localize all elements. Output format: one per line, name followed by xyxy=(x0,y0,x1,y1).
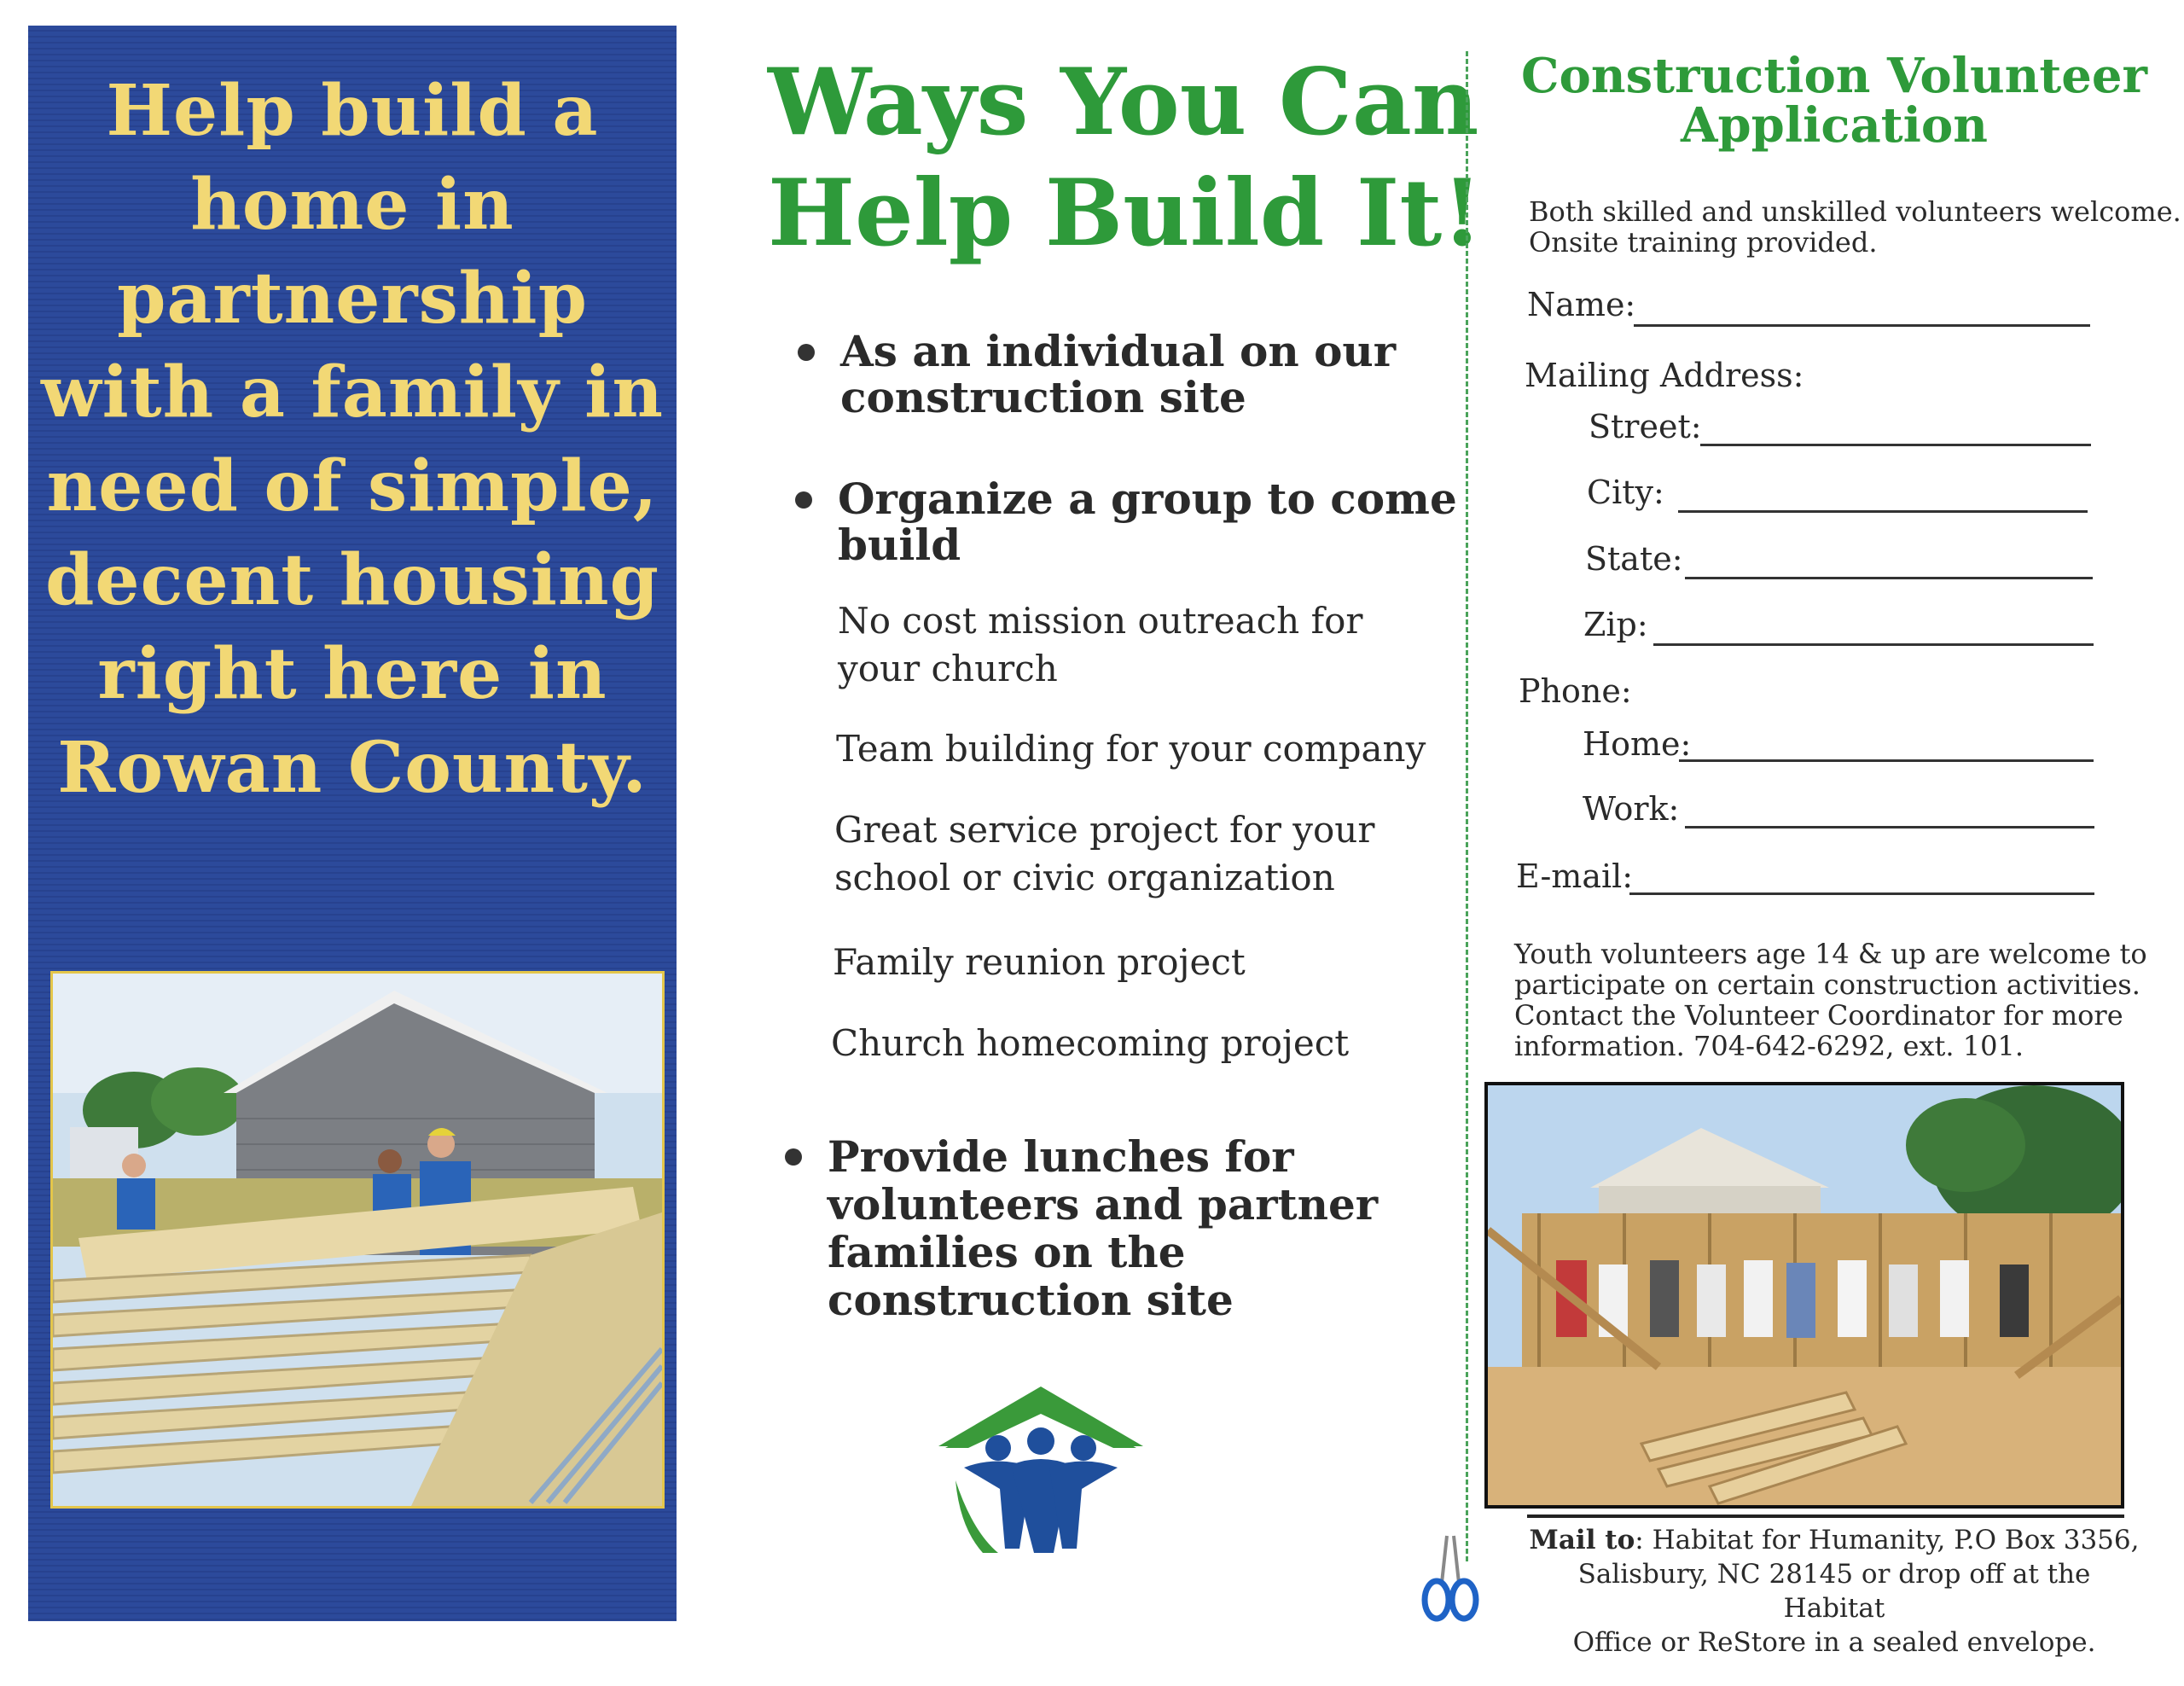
name-label: Name: xyxy=(1527,286,1636,323)
bullet-dot xyxy=(795,491,812,509)
bullet-line: families on the xyxy=(828,1227,1186,1277)
option-line: Great service project for your xyxy=(834,809,1375,851)
state-field[interactable] xyxy=(1685,577,2093,579)
mail-address: : Habitat for Humanity, P.O Box 3356, xyxy=(1635,1525,2140,1555)
mail-label: Mail to xyxy=(1529,1525,1635,1555)
cut-line-divider xyxy=(1466,51,1468,1561)
option-line: Team building for your company xyxy=(836,728,1426,770)
note-line: information. 704-642-6292, ext. 101. xyxy=(1514,1030,2024,1062)
title-line: Help Build It! xyxy=(768,160,1483,267)
habitat-logo-icon xyxy=(938,1387,1143,1557)
bullet-line: construction site xyxy=(840,372,1246,422)
group-option-homecoming xyxy=(831,1020,1349,1067)
work-phone-label: Work: xyxy=(1583,790,1680,828)
intro-note xyxy=(1529,196,2181,258)
bullet-group xyxy=(838,476,1457,568)
group-option-family-reunion xyxy=(833,939,1246,986)
mail-line: Office or ReStore in a sealed envelope. xyxy=(1572,1627,2096,1658)
bullet-dot xyxy=(798,344,815,361)
bullet-lunches xyxy=(828,1133,1378,1324)
group-option-church xyxy=(838,597,1362,693)
title-line: Construction Volunteer xyxy=(1520,48,2148,104)
left-headline xyxy=(28,64,677,815)
email-label: E-mail: xyxy=(1516,858,1634,895)
construction-photo-framing xyxy=(50,971,665,1509)
construction-photo-wall-raising xyxy=(1484,1082,2124,1509)
group-option-school xyxy=(834,806,1374,902)
bullet-line: build xyxy=(838,520,961,570)
title-line: Ways You Can xyxy=(768,49,1479,156)
title-line: Application xyxy=(1681,97,1988,154)
headline-line: Rowan County. xyxy=(57,727,648,809)
state-label: State: xyxy=(1585,540,1683,578)
mail-divider xyxy=(1527,1514,2124,1518)
bullet-dot xyxy=(785,1148,802,1166)
option-line: school or civic organization xyxy=(834,857,1335,898)
mailing-address-label: Mailing Address: xyxy=(1525,357,1804,394)
ways-to-help-title xyxy=(768,47,1483,269)
option-line: your church xyxy=(838,648,1058,689)
left-panel xyxy=(28,26,677,1621)
option-line: No cost mission outreach for xyxy=(838,600,1363,642)
wall-raising-photo-illustration xyxy=(1488,1085,2121,1505)
youth-volunteers-note xyxy=(1514,939,2147,1061)
note-line: participate on certain construction activities. xyxy=(1514,968,2140,1001)
framing-photo-illustration xyxy=(53,974,662,1506)
note-line: Youth volunteers age 14 & up are welcome to xyxy=(1514,938,2147,970)
bullet-line: Provide lunches for xyxy=(828,1131,1294,1182)
headline-line: need of simple, xyxy=(46,445,659,527)
bullet-line: As an individual on our xyxy=(840,326,1397,376)
street-field[interactable] xyxy=(1700,444,2091,446)
zip-field[interactable] xyxy=(1653,643,2094,646)
application-title xyxy=(1502,48,2167,154)
bullet-line: Organize a group to come xyxy=(838,474,1457,524)
scissors-icon xyxy=(1416,1532,1484,1625)
bullet-line: volunteers and partner xyxy=(828,1179,1379,1230)
city-field[interactable] xyxy=(1678,510,2088,513)
headline-line: decent housing xyxy=(45,539,659,621)
bullet-individual xyxy=(840,328,1396,421)
city-label: City: xyxy=(1587,474,1664,511)
work-phone-field[interactable] xyxy=(1685,826,2094,828)
mail-line xyxy=(1527,1523,2141,1557)
note-line: Onsite training provided. xyxy=(1529,226,1878,259)
note-line: Both skilled and unskilled volunteers welcome. xyxy=(1529,195,2181,228)
headline-line: Help build a xyxy=(106,70,599,152)
phone-label: Phone: xyxy=(1519,672,1632,710)
headline-line: home in xyxy=(190,164,514,246)
group-option-company xyxy=(836,725,1426,773)
home-phone-label: Home: xyxy=(1583,725,1692,763)
name-field[interactable] xyxy=(1634,324,2090,327)
mail-line: Salisbury, NC 28145 or drop off at the Habitat xyxy=(1577,1559,2091,1624)
bullet-line: construction site xyxy=(828,1275,1234,1325)
mail-to-instructions xyxy=(1527,1523,2141,1660)
email-field[interactable] xyxy=(1629,892,2094,895)
headline-line: right here in xyxy=(97,633,607,715)
note-line: Contact the Volunteer Coordinator for more xyxy=(1514,999,2123,1032)
option-line: Family reunion project xyxy=(833,941,1246,983)
zip-label: Zip: xyxy=(1583,606,1648,643)
headline-line: with a family in xyxy=(41,352,664,433)
street-label: Street: xyxy=(1589,408,1702,445)
option-line: Church homecoming project xyxy=(831,1022,1350,1064)
home-phone-field[interactable] xyxy=(1679,759,2094,762)
headline-line: partnership xyxy=(117,258,588,340)
